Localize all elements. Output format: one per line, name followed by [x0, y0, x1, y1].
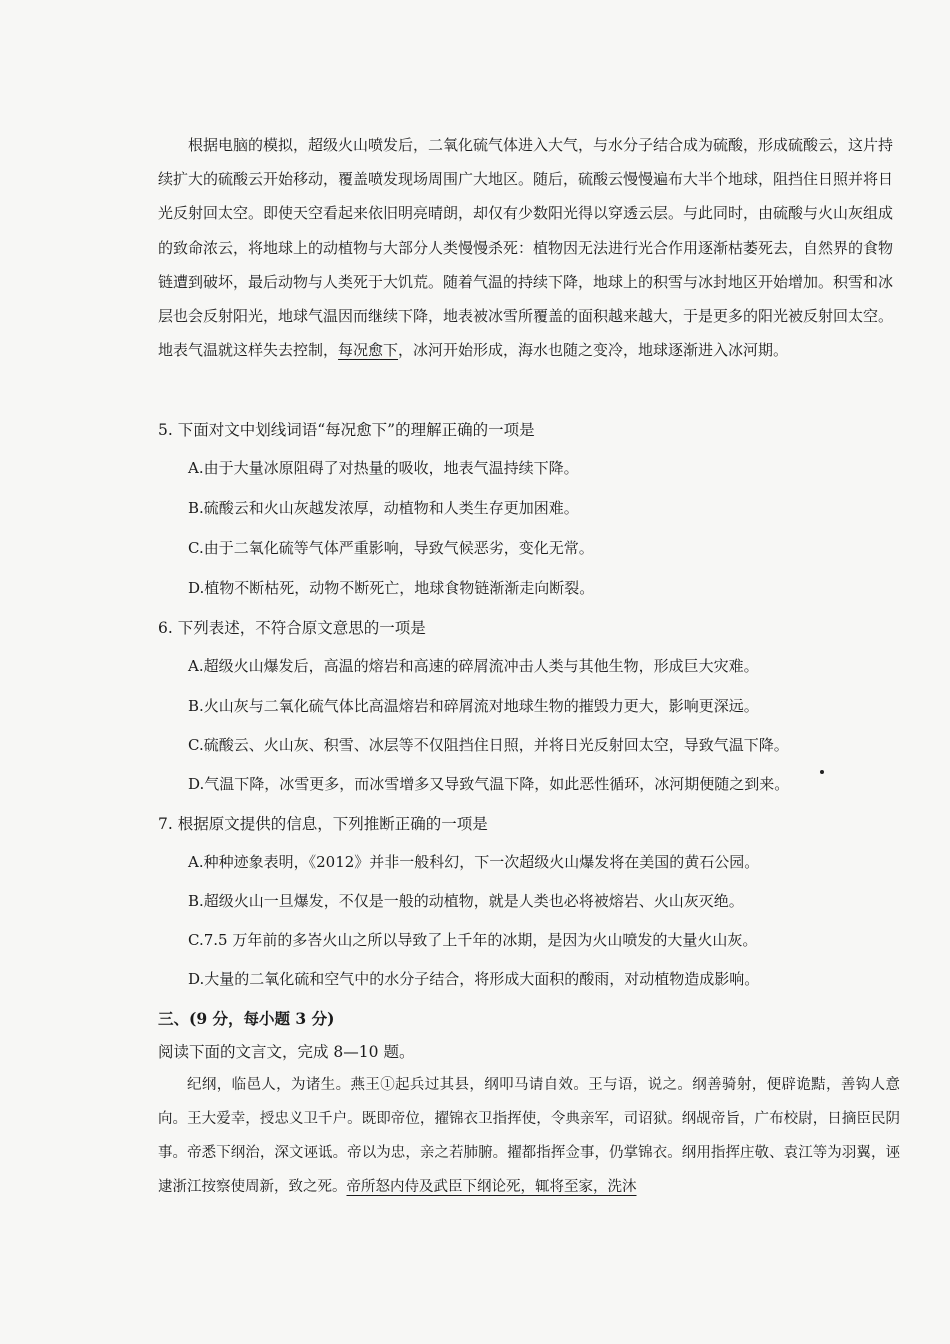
question-5-option-a: A.由于大量冰原阻碍了对热量的吸收，地表气温持续下降。: [188, 459, 579, 477]
question-7-option-d: D.大量的二氧化硫和空气中的水分子结合，将形成大面积的酸雨，对动植物造成影响。: [188, 970, 760, 988]
classical-passage: [158, 1068, 900, 1204]
question-5-option-b: B.硫酸云和火山灰越发浓厚，动植物和人类生存更加困难。: [188, 499, 579, 517]
underlined-phrase: 每况愈下: [338, 341, 399, 360]
question-5-stem: 5. 下面对文中划线词语“每况愈下”的理解正确的一项是: [158, 421, 535, 439]
section-3-heading: 三、(9 分，每小题 3 分): [158, 1009, 335, 1028]
question-6-option-b: B.火山灰与二氧化硫气体比高温熔岩和碎屑流对地球生物的摧毁力更大，影响更深远。: [188, 697, 759, 715]
question-6-option-c: C.硫酸云、火山灰、积雪、冰层等不仅阻挡住日照，并将日光反射回太空，导致气温下降。: [188, 736, 789, 754]
passage-text: 根据电脑的模拟，超级火山喷发后，二氧化硫气体进入大气，与水分子结合成为硫酸，形成硫酸云，这片持续扩大的硫酸云开始移动，覆盖喷发现场周围广大地区。随后，硫酸云慢慢遍布大半个地球，阻挡住日照并将日光反射回太空。即使天空看起来依旧明亮晴朗，却仅有少数阳光得以穿透云层。与此同时，由硫酸与火山灰组成的致命浓云，将地球上的动植物与大部分人类慢慢杀死：植物因无法进行光合作用逐渐枯萎死去，自然界的食物链遭到破坏，最后动物与人类死于大饥荒。随着气温的持续下降，地球上的积雪与冰封地区开始增加。积雪和冰层也会反射阳光，地球气温因而继续下降，地表被冰雪所覆盖的面积越来越大，于是更多的阳光被反射回太空。地表气温就这样失去控制，: [158, 136, 894, 360]
question-7-stem: 7. 根据原文提供的信息，下列推断正确的一项是: [158, 815, 488, 833]
reading-passage: [158, 128, 893, 367]
question-7-option-a: A.种种迹象表明，《2012》并非一般科幻，下一次超级火山爆发将在美国的黄石公园。: [188, 853, 760, 871]
section-3-instruction: 阅读下面的文言文，完成 8—10 题。: [158, 1043, 415, 1061]
classical-text: 纪纲，临邑人，为诸生。燕王①起兵过其县，纲叩马请自效。王与语，说之。纲善骑射，便辟诡黠，善钩人意向。王大爱幸，授忠义卫千户。既即帝位，擢锦衣卫指挥使，令典亲军，司诏狱。纲觇帝旨，广布校尉，日摘臣民阴事。帝悉下纲治，深文诬诋。帝以为忠，亲之若肺腑。擢都指挥佥事，仍掌锦衣。纲用指挥庄敬、袁江等为羽翼，诬逮浙江按察使周新，致之死。: [158, 1077, 900, 1195]
question-7-option-c: C.7.5 万年前的多峇火山之所以导致了上千年的冰期，是因为火山喷发的大量火山灰。: [188, 931, 758, 949]
stray-mark: [820, 770, 824, 774]
question-5-option-c: C.由于二氧化硫等气体严重影响，导致气候恶劣，变化无常。: [188, 539, 594, 557]
question-6-stem: 6. 下列表述，不符合原文意思的一项是: [158, 619, 426, 637]
passage-text-end: ，冰河开始形成，海水也随之变冷，地球逐渐进入冰河期。: [398, 341, 789, 360]
question-6-option-d: D.气温下降，冰雪更多，而冰雪增多又导致气温下降，如此恶性循环，冰河期便随之到来。: [188, 775, 790, 793]
classical-underlined-sentence: 帝所怒内侍及武臣下纲论死，辄将至家，洗沐: [346, 1179, 637, 1195]
question-5-option-d: D.植物不断枯死，动物不断死亡，地球食物链渐渐走向断裂。: [188, 579, 595, 597]
question-7-option-b: B.超级火山一旦爆发，不仅是一般的动植物，就是人类也必将被熔岩、火山灰灭绝。: [188, 892, 744, 910]
question-6-option-a: A.超级火山爆发后，高温的熔岩和高速的碎屑流冲击人类与其他生物，形成巨大灾难。: [188, 657, 759, 675]
